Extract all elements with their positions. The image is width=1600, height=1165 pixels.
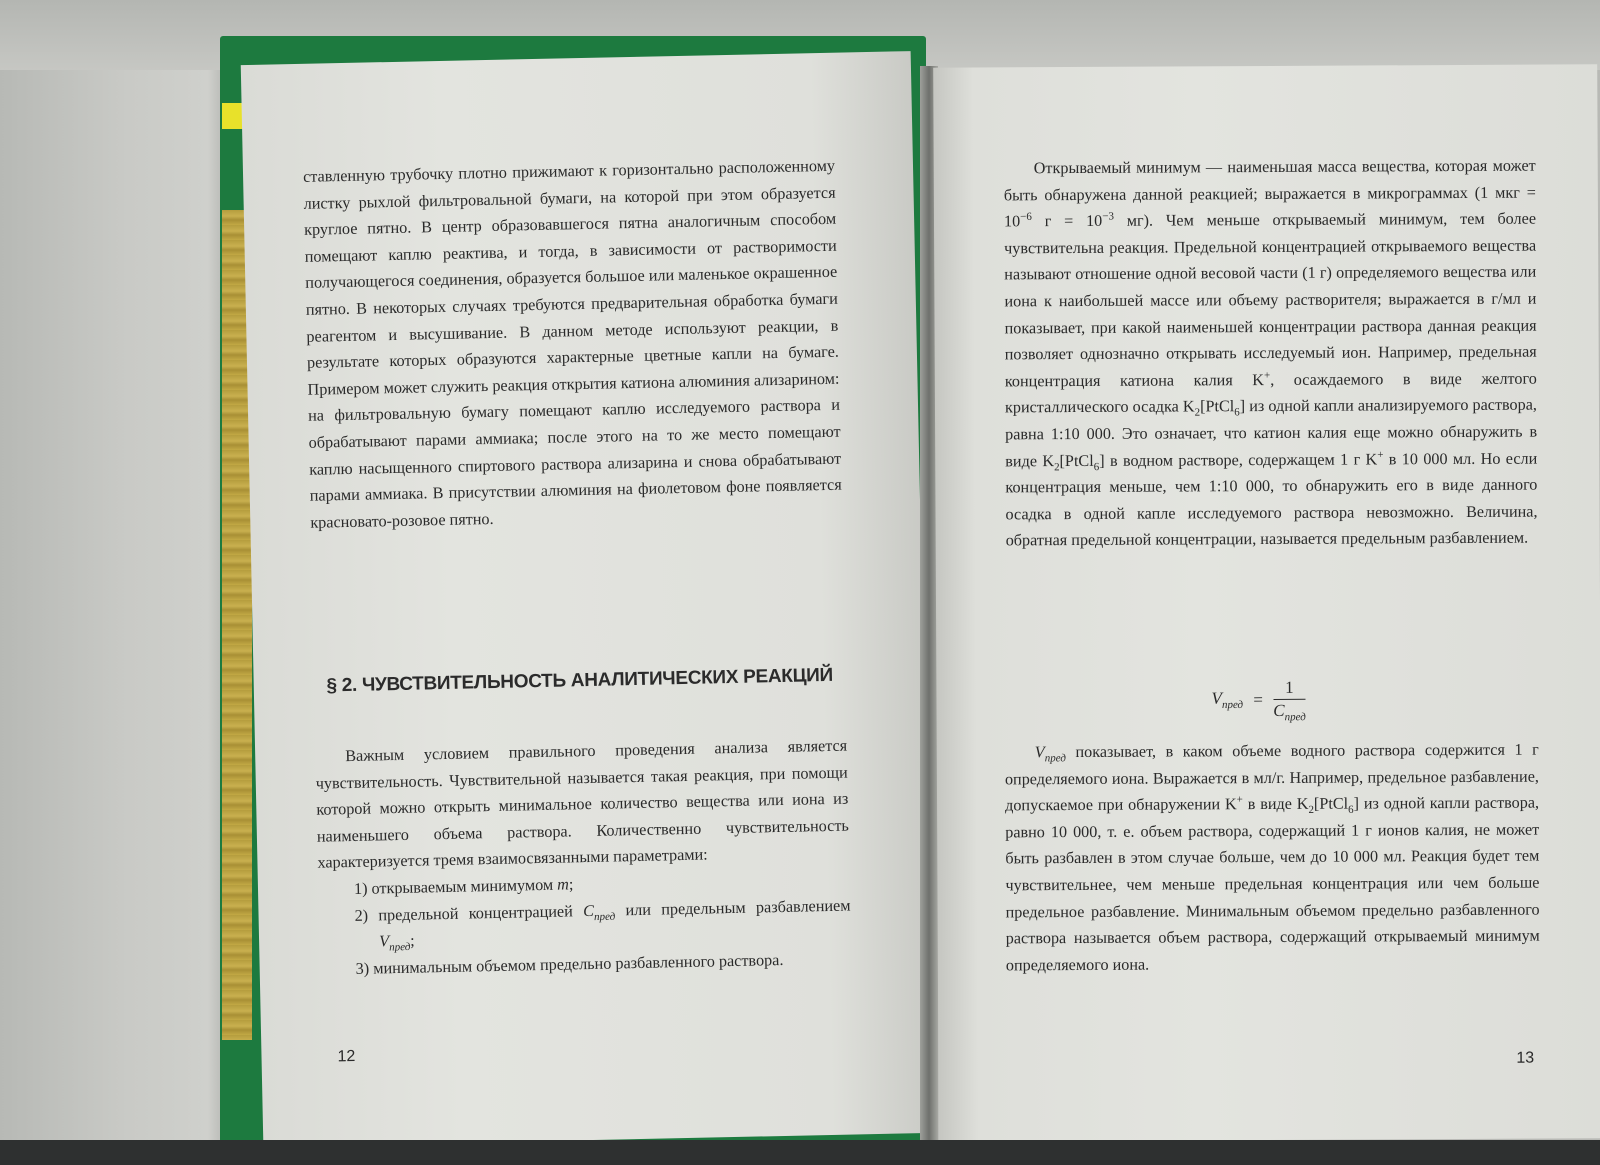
p2-charge: +: [1236, 793, 1243, 806]
page-number-left: 12: [337, 1047, 356, 1066]
dilution-formula: [1211, 677, 1306, 724]
list-item-3: 3) минимальным объемом предельно разбавленного раствора.: [355, 950, 784, 978]
list-item-2-v-subscript: пред: [389, 941, 411, 954]
list-item-1-variable: m: [557, 875, 570, 894]
p1-part-5: [PtCl: [1200, 397, 1235, 416]
list-item-2-suffix: ;: [410, 931, 415, 950]
p1-part-8: ] в водном растворе, содержащем 1 г K: [1099, 449, 1378, 470]
list-item-1-prefix: 1) открываемым минимумом: [353, 875, 558, 898]
p1-subscript-4: 6: [1093, 460, 1100, 473]
list-item-2-c-variable: C: [582, 901, 595, 920]
right-page: [933, 64, 1600, 1141]
p1-part-4: , осаждаемого в виде желтого кристаллического осадка K: [1004, 369, 1537, 417]
list-item-2-v-variable: V: [378, 932, 390, 951]
formula-fraction: [1273, 677, 1306, 724]
p1-charge-1: +: [1263, 369, 1271, 382]
left-page: [241, 51, 934, 1147]
scanner-background-bottom: [0, 1140, 1600, 1165]
p1-part-9: в 10 000 мл. Но если концентрация меньше, чем 1:10 000, то обнаружить его в виде данного осадка в одной капле исследуемого раствора невозможно. Величина, обратная предельной концентрации, называется предельным разбавлением.: [1005, 449, 1538, 550]
p1-subscript-1: 2: [1194, 406, 1201, 419]
p1-part-2: г = 10: [1031, 212, 1103, 231]
left-page-paragraph-2: [315, 733, 852, 983]
p1-part-3: мг). Чем меньше открываемый минимум, тем более чувствительна реакция. Предельной концентрацией открываемого вещества называют отношение одной весовой части (1 г) определяемого вещества или иона к наибольшей массе или объему растворителя; выражается в г/мл и показывает, при какой наименьшей концентрации раствора данная реакция позволяет однозначно открывать исследуемый ион. Например, предельная концентрация катиона калия K: [1004, 209, 1537, 391]
p2-variable: V: [1034, 743, 1045, 762]
left-page-paragraph-1: [303, 153, 843, 536]
p1-subscript-3: 2: [1054, 460, 1060, 473]
formula-denominator-subscript: пред: [1284, 711, 1306, 724]
p1-part-1: Открываемый минимум — наименьшая масса вещества, которая может быть обнаружена данной реакцией; выражается в микрограммах (1 мкг = 10: [1003, 156, 1536, 231]
right-page-paragraph-1: [1004, 153, 1538, 555]
list-item-2-prefix: 2) предельной концентрацией: [354, 901, 584, 925]
list-item-2-middle: или предельным разбавлением: [614, 896, 851, 920]
p2-subscript-1: 2: [1308, 804, 1314, 817]
p1-part-7: [PtCl: [1059, 451, 1094, 470]
p2-part-4: ] из одной капли раствора, равно 10 000, т. е. объем раствора, содержащий 1 г ионов калия, не может быть разбавлен в этом случае больше, чем до 10 000 мл. Реакция будет тем чувствительнее, чем меньше предельная концентрация или чем больше предельное разбавление. Минимальным объемом предельно разбавленного раствора называется объем раствора, содержащий открываемый минимум определяемого иона.: [1005, 793, 1540, 975]
p2-subscript-2: 6: [1348, 803, 1354, 817]
formula-numerator: 1: [1273, 678, 1306, 700]
p2-part-1: показывает, в каком объеме водного раствора содержится 1 г определяемого иона. Выражается в мл/г. Например, предельное разбавление, допускаемое при обнаружении K: [1004, 740, 1539, 815]
formula-denominator-variable: C: [1273, 700, 1285, 720]
p1-exponent-1: −6: [1020, 211, 1032, 224]
list-item-1-suffix: ;: [568, 875, 574, 894]
left-paragraph-2-text: Важным условием правильного проведения анализа является чувствительность. Чувствительной называется такая реакция, при помощи которой можно открыть минимальное количество вещества или иона из наименьшего объема раствора. Количественно чувствительность характеризуется тремя взаимосвязанными параметрами:: [315, 736, 849, 873]
section-heading: § 2. ЧУВСТВИТЕЛЬНОСТЬ АНАЛИТИЧЕСКИХ РЕАКЦИЙ: [326, 664, 834, 697]
right-paragraph-2-text: [1005, 737, 1540, 979]
formula-denominator: [1273, 700, 1306, 724]
p2-variable-subscript: пред: [1044, 752, 1066, 765]
list-item-2-c-subscript: пред: [593, 910, 616, 923]
p1-exponent-2: −3: [1102, 210, 1114, 223]
right-page-paragraph-2: [1005, 737, 1540, 979]
formula-lhs-subscript: пред: [1221, 698, 1244, 712]
p2-part-2: в виде K: [1242, 794, 1309, 814]
right-paragraph-1-text: [1004, 153, 1538, 555]
formula-equals-sign: =: [1253, 689, 1263, 709]
page-number-right: 13: [1516, 1049, 1535, 1067]
p1-part-6: ] из одной капли анализируемого раствора, равна 1:10 000. Это означает, что катион калия еще можно обнаружить в виде K: [1005, 395, 1538, 470]
p1-subscript-2: 6: [1234, 406, 1240, 419]
p1-charge-2: +: [1377, 448, 1384, 461]
p2-part-3: [PtCl: [1313, 794, 1349, 813]
formula-lhs-variable: V: [1211, 688, 1222, 708]
left-paragraph-1-text: ставленную трубочку плотно прижимают к горизонтально расположенному листку рыхлой фильтровальной бумаги, на которой при этом образуется круглое пятно. В центр образовавшегося пятна аналогичным способом помещают каплю реактива, и тогда, в зависимости от растворимости получающегося соединения, образуется большое или маленькое окрашенное пятно. В некоторых случаях требуются предварительная обработка бумаги реагентом и высушивание. В данном методе используют реакции, в результате которых образуются характерные цветные капли на бумаге. Примером может служить реакция открытия катиона алюминия ализарином: на фильтровальную бумагу помещают каплю исследуемого раствора и обрабатывают парами аммиака; после этого на то же место помещают каплю насыщенного спиртового раствора ализарина и снова обрабатывают парами аммиака. В присутствии алюминия на фиолетовом фоне появляется красновато-розовое пятно.: [302, 156, 842, 532]
